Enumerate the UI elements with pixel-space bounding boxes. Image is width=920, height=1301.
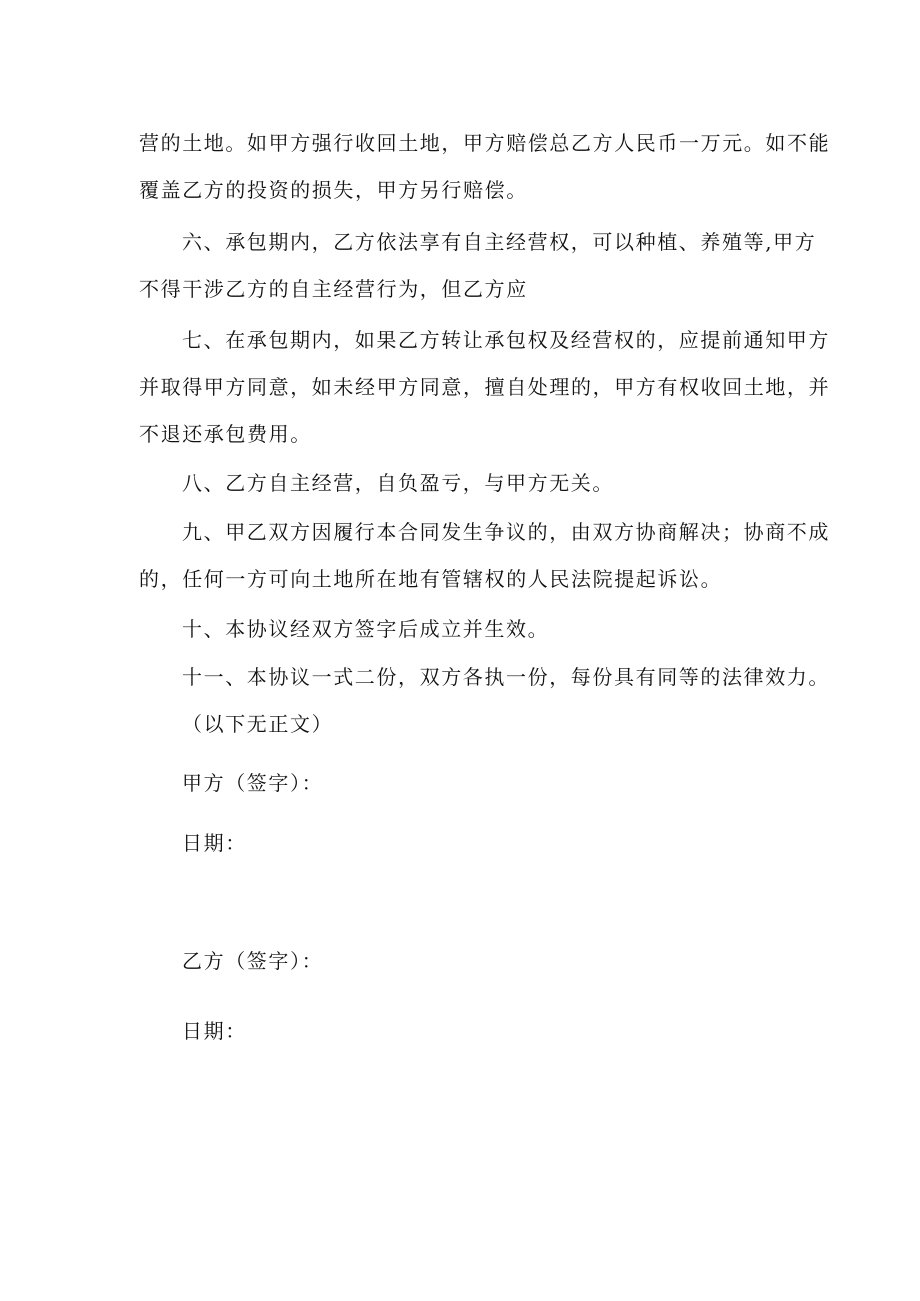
clause-9-line-2: 的，任何一方可向土地所在地有管辖权的人民法院提起诉讼。	[139, 567, 723, 591]
party-b-signature-label: 乙方（签字）：	[182, 949, 324, 973]
clause-10-line-1: 十、本协议经双方签字后成立并生效。	[182, 617, 550, 641]
party-a-signature-label: 甲方（签字）：	[182, 771, 324, 795]
party-a-date-label: 日期：	[182, 831, 247, 855]
clause-6-line-1: 六、承包期内，乙方依法享有自主经营权，可以种植、养殖等,甲方	[182, 230, 817, 254]
clause-11-line-1: 十一、本协议一式二份，双方各执一份，每份具有同等的法律效力。	[182, 665, 830, 689]
clause-7-line-2: 并取得甲方同意，如未经甲方同意，擅自处理的，甲方有权收回土地，并	[139, 375, 831, 399]
clause-5-line-1: 营的土地。如甲方强行收回土地，甲方赔偿总乙方人民币一万元。如不能	[139, 131, 831, 155]
clause-5-line-2: 覆盖乙方的投资的损失，甲方另行赔偿。	[139, 178, 528, 202]
clause-6-line-2: 不得干涉乙方的自主经营行为，但乙方应	[139, 277, 528, 301]
party-b-date-label: 日期：	[182, 1019, 247, 1043]
clause-7-line-1: 七、在承包期内，如果乙方转让承包权及经营权的，应提前通知甲方	[182, 328, 830, 352]
end-of-text-note: （以下无正文）	[182, 712, 334, 736]
clause-9-line-1: 九、甲乙双方因履行本合同发生争议的，由双方协商解决；协商不成	[182, 520, 830, 544]
clause-8-line-1: 八、乙方自主经营，自负盈亏，与甲方无关。	[182, 471, 614, 495]
clause-7-line-3: 不退还承包费用。	[139, 422, 312, 446]
